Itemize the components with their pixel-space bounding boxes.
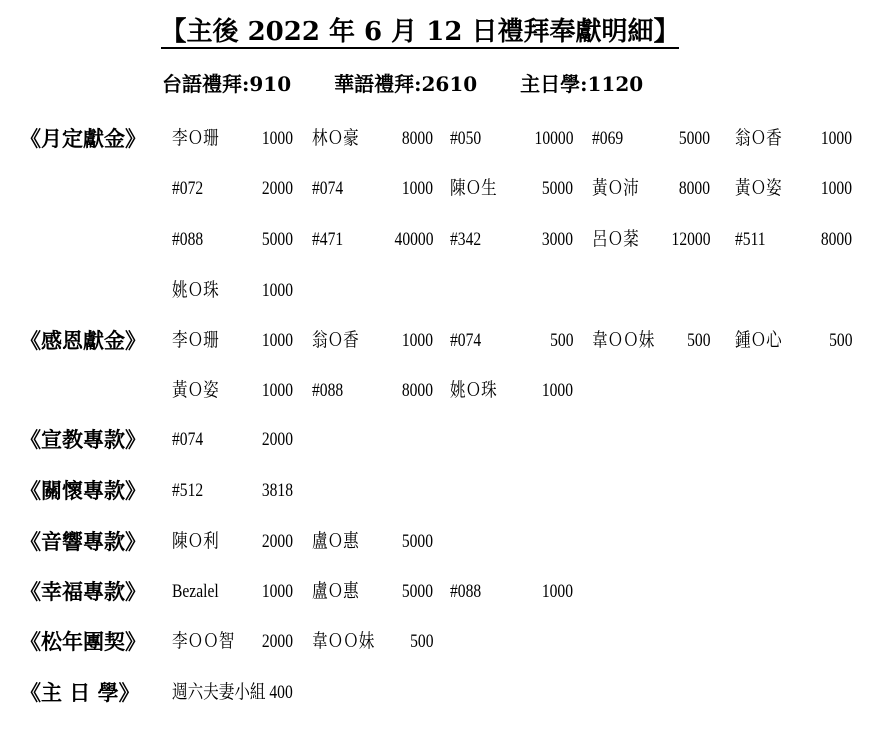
section-label: 《音響專款》 — [20, 529, 146, 554]
donation-amount: 2000 — [261, 631, 293, 652]
donor-name: #072 — [172, 178, 204, 199]
donor-name: #088 — [172, 229, 204, 250]
donation-amount: 1000 — [401, 178, 433, 199]
donor-name: #512 — [172, 480, 204, 501]
attendance-sunday-school: 主日學:1120 — [520, 72, 644, 96]
donor-name: Bezalel — [172, 581, 219, 602]
donation-amount: 8000 — [401, 380, 433, 401]
donor-name: 鍾Ｏ心 — [735, 330, 782, 351]
donation-amount: 1000 — [261, 280, 293, 301]
donation-amount: 2000 — [261, 178, 293, 199]
donor-name: #511 — [735, 229, 766, 250]
donation-amount: 1000 — [541, 380, 573, 401]
page-title — [0, 12, 840, 52]
donor-name: #074 — [450, 330, 482, 351]
section-label: 《宣教專款》 — [20, 427, 146, 452]
donation-amount: 2000 — [261, 429, 293, 450]
donor-name: 翁Ｏ香 — [312, 330, 359, 351]
donor-name: 李ＯＯ智 — [172, 631, 235, 652]
section-label: 《感恩獻金》 — [20, 328, 146, 353]
donation-amount: 500 — [549, 330, 573, 351]
donor-name: 林Ｏ豪 — [312, 128, 359, 149]
donation-amount: 5000 — [401, 581, 433, 602]
donation-amount: 8000 — [401, 128, 433, 149]
donation-amount: 3000 — [541, 229, 573, 250]
donor-name: #074 — [312, 178, 344, 199]
donation-amount: 8000 — [820, 229, 852, 250]
section-label: 《松年團契》 — [20, 629, 146, 654]
donation-amount: 5000 — [401, 531, 433, 552]
donation-amount: 1000 — [820, 178, 852, 199]
donor-name: #069 — [592, 128, 624, 149]
donation-amount: 1000 — [541, 581, 573, 602]
donation-amount: 2000 — [261, 531, 293, 552]
attendance-taiwanese-service: 台語禮拜:910 — [162, 72, 292, 96]
donation-amount: 5000 — [678, 128, 710, 149]
section-label: 《月定獻金》 — [20, 126, 146, 151]
donor-name: #074 — [172, 429, 204, 450]
donor-name: 週六夫妻小組 400 — [172, 682, 293, 703]
donor-name: 黃Ｏ沛 — [592, 178, 639, 199]
donation-amount: 1000 — [261, 330, 293, 351]
donation-amount: 500 — [409, 631, 433, 652]
donor-name: 姚Ｏ珠 — [450, 380, 497, 401]
donation-amount: 3818 — [261, 480, 293, 501]
donor-name: #471 — [312, 229, 344, 250]
attendance-summary — [162, 66, 679, 102]
donation-amount: 12000 — [671, 229, 710, 250]
donation-amount: 1000 — [820, 128, 852, 149]
donation-amount: 5000 — [261, 229, 293, 250]
donation-amount: 1000 — [261, 128, 293, 149]
donor-name: 李Ｏ珊 — [172, 128, 219, 149]
donor-name: 韋ＯＯ妹 — [312, 631, 375, 652]
section-label: 《幸福專款》 — [20, 579, 146, 604]
donation-amount: 8000 — [678, 178, 710, 199]
donor-name: 呂Ｏ棻 — [592, 229, 639, 250]
donor-name: 李Ｏ珊 — [172, 330, 219, 351]
donation-amount: 1000 — [401, 330, 433, 351]
donor-name: #050 — [450, 128, 482, 149]
page-title-text: 【主後 2022 年 6 月 12 日禮拜奉獻明細】 — [160, 17, 680, 47]
section-label: 《關懷專款》 — [20, 478, 146, 503]
donation-amount: 500 — [828, 330, 852, 351]
donor-name: 姚Ｏ珠 — [172, 280, 219, 301]
donation-amount: 1000 — [261, 380, 293, 401]
donation-amount: 5000 — [541, 178, 573, 199]
donation-amount: 500 — [686, 330, 710, 351]
section-label: 《主 日 學》 — [20, 680, 140, 705]
donor-name: 陳Ｏ利 — [172, 531, 219, 552]
donor-name: 翁Ｏ香 — [735, 128, 782, 149]
donor-name: 陳Ｏ生 — [450, 178, 497, 199]
donor-name: 盧Ｏ惠 — [312, 581, 359, 602]
donor-name: 黃Ｏ姿 — [735, 178, 782, 199]
attendance-mandarin-service: 華語禮拜:2610 — [334, 72, 478, 96]
donation-amount: 1000 — [261, 581, 293, 602]
donor-name: #342 — [450, 229, 482, 250]
donation-amount: 40000 — [394, 229, 433, 250]
donor-name: 盧Ｏ惠 — [312, 531, 359, 552]
donor-name: #088 — [312, 380, 344, 401]
donor-name: 黃Ｏ姿 — [172, 380, 219, 401]
donor-name: 韋ＯＯ妹 — [592, 330, 655, 351]
donor-name: #088 — [450, 581, 482, 602]
donation-amount: 10000 — [534, 128, 573, 149]
